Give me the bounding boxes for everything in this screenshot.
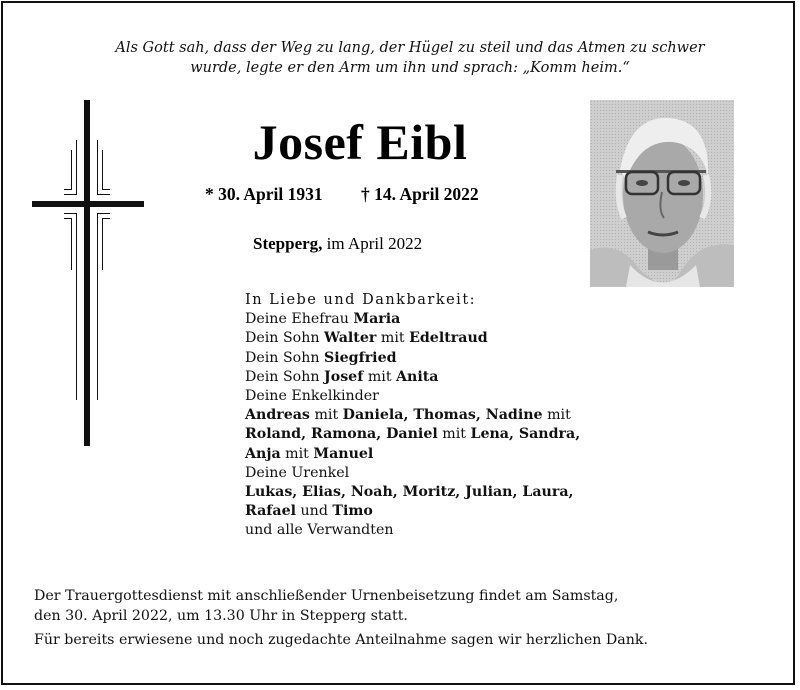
connector-text: mit	[542, 407, 571, 424]
place-date	[253, 233, 422, 255]
portrait-photo	[590, 100, 734, 287]
relative-name: Manuel	[313, 445, 374, 462]
relative-name: Lena, Sandra,	[470, 426, 581, 443]
family-heading: In Liebe und Dankbarkeit:	[245, 292, 477, 308]
relative-name: Maria	[353, 311, 401, 328]
quote-line-2: wurde, legte er den Arm um ihn und sprach: „Komm heim.“	[190, 60, 630, 76]
relative-name: Walter	[324, 330, 377, 347]
relative-name: Daniela, Thomas, Nadine	[342, 407, 543, 424]
relative-name: Rafael	[245, 503, 297, 520]
relative-name: Edeltraud	[409, 330, 488, 347]
connector-text: mit	[280, 445, 314, 462]
family-line	[245, 445, 580, 464]
thanks-text: Für bereits erwiesene und noch zugedachte Anteilnahme sagen wir herzlichen Dank.	[34, 632, 648, 648]
relative-name: Andreas	[245, 407, 310, 424]
life-dates	[205, 183, 479, 205]
memorial-quote	[60, 38, 760, 78]
family-line	[245, 502, 580, 521]
relation-text: Dein Sohn	[245, 330, 325, 347]
cross-icon	[32, 100, 144, 446]
death-date: † 14. April 2022	[361, 184, 479, 204]
family-line	[245, 406, 580, 425]
connector-text: und	[296, 503, 333, 520]
relation-text: Dein Sohn	[245, 368, 325, 385]
family-line	[245, 387, 580, 406]
relative-name: Siegfried	[324, 349, 397, 366]
connector-text: mit	[363, 368, 397, 385]
relation-text: Deine Enkelkinder	[245, 388, 379, 405]
relative-name: Timo	[332, 503, 373, 520]
deceased-name: Josef Eibl	[252, 114, 468, 170]
quote-line-1: Als Gott sah, dass der Weg zu lang, der Hügel zu steil und das Atmen zu schwer	[115, 40, 705, 56]
relation-text: Dein Sohn	[245, 349, 325, 366]
service-line-2: den 30. April 2022, um 13.30 Uhr in Stepperg statt.	[34, 608, 408, 624]
relative-name: Roland, Ramona, Daniel	[245, 426, 438, 443]
service-line-1: Der Trauergottesdienst mit anschließender Urnenbeisetzung findet am Samstag,	[34, 588, 619, 604]
family-line	[245, 483, 580, 502]
birth-date: * 30. April 1931	[205, 184, 323, 204]
relation-text: Deine Urenkel	[245, 464, 350, 481]
relation-text: Deine Ehefrau	[245, 311, 354, 328]
service-announcement	[34, 586, 618, 626]
place-name: Stepperg,	[253, 234, 323, 253]
family-line	[245, 329, 580, 348]
month-year: im April 2022	[326, 234, 423, 253]
relative-name: Anja	[245, 445, 281, 462]
family-line	[245, 310, 580, 329]
connector-text: mit	[437, 426, 471, 443]
relative-name: Josef	[324, 368, 364, 385]
family-line	[245, 368, 580, 387]
relative-name: Lukas, Elias, Noah, Moritz, Julian, Laura,	[245, 484, 574, 501]
family-list	[245, 291, 580, 541]
family-line	[245, 349, 580, 368]
relation-text: und alle Verwandten	[245, 522, 394, 539]
family-line	[245, 521, 580, 540]
family-line	[245, 464, 580, 483]
family-line	[245, 425, 580, 444]
relative-name: Anita	[396, 368, 439, 385]
connector-text: mit	[376, 330, 410, 347]
connector-text: mit	[309, 407, 343, 424]
